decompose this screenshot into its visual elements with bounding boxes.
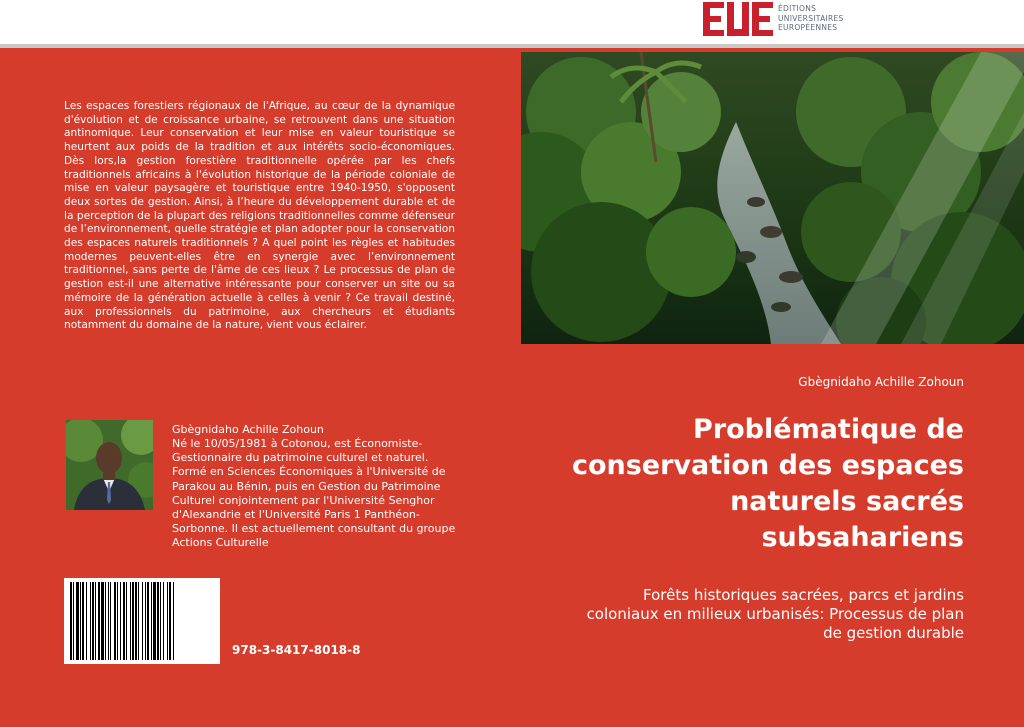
isbn-number: 978-3-8417-8018-8: [232, 643, 361, 657]
publisher-line-1: ÉDITIONS: [778, 4, 817, 13]
isbn-barcode: [64, 578, 220, 664]
author-bio-name: Gbègnidaho Achille Zohoun: [172, 423, 324, 436]
front-cover-author: Gbègnidaho Achille Zohoun: [798, 375, 964, 389]
author-bio-text: Né le 10/05/1981 à Cotonou, est Économiste-Gestionnaire du patrimoine culturel et naturel. Formé en Sciences Économiques à l'Université de Parakou au Bénin, puis en Gestion du Patrimoine Culturel conjointement par l'Université Senghor d'Alexandrie et l'Université Paris 1 Panthéon-Sorbonne. Il est actuellement consultant du groupe Actions Culturelle: [172, 437, 456, 550]
publisher-line-3: EUROPÉENNES: [778, 23, 838, 32]
publisher-name: [778, 4, 844, 33]
barcode-icon: [64, 578, 220, 664]
header-divider: [0, 44, 1024, 48]
forest-river-photo: [521, 52, 1024, 344]
publisher-header-bar: [0, 0, 1024, 44]
back-cover-blurb: Les espaces forestiers régionaux de l'Afrique, au cœur de la dynamique d'évolution et de croissance urbaine, se retrouvent dans une situation antinomique. Leur conservation et leur mise en valeur touristique se heurtent aux poids de la tradition et aux intérêts socio-économiques. Dès lors,la gestion forestière traditionnelle opérée par les chefs traditionnels africains à l'évolution historique de la période coloniale de mise en valeur paysagère et touristique entre 1940-1950, s'opposent deux sortes de gestion. Ainsi, à l’heure du développement durable et de la perception de la plupart des religions traditionnelles comme défenseur de l’environnement, quelle stratégie et plan adopter pour la conservation des espaces naturels traditionnels ? A quel point les règles et habitudes modernes peuvent-elles être en synergie avec l’environnement traditionnel, sans perte de l'âme de ces lieux ? Le processus de plan de gestion est-il une alternative intéressante pour conserver un site ou sa mémoire de la génération actuelle à celles à venir ? Ce travail destiné, aux professionnels du patrimoine, aux chercheurs et étudiants notamment du domaine de la nature, vient vous éclairer.: [64, 100, 455, 332]
book-subtitle: Forêts historiques sacrées, parcs et jardins coloniaux en milieux urbanisés: Processus de plan de gestion durable: [586, 586, 964, 642]
author-portrait-photo: [66, 420, 153, 510]
publisher-line-2: UNIVERSITAIRES: [778, 13, 844, 23]
forest-river-illustration-icon: [521, 52, 1024, 344]
book-title: Problématique de conservation des espaces naturels sacrés subsahariens: [571, 414, 964, 553]
eue-logo-icon: [703, 2, 773, 36]
author-portrait-icon: [66, 420, 153, 510]
